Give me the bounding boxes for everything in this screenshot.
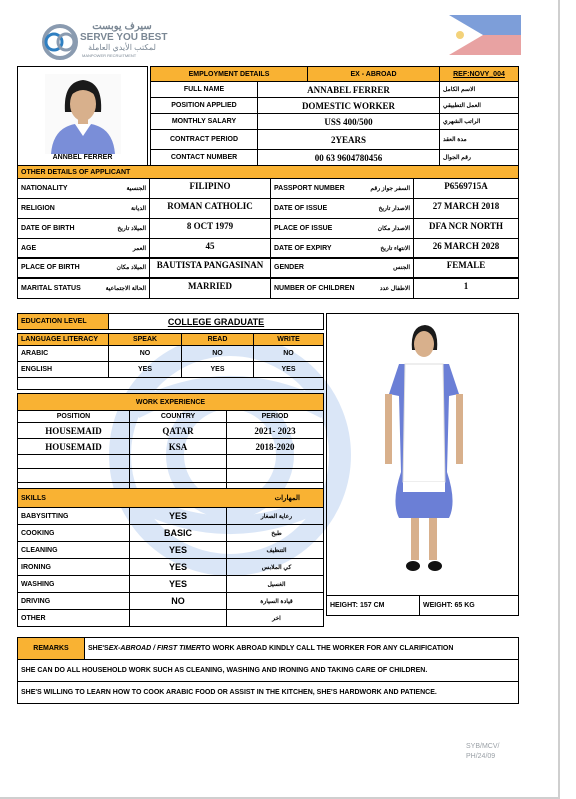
- work-empty-cell: [17, 454, 130, 469]
- applicant-label-right: [270, 178, 414, 199]
- applicant-photo: [45, 74, 121, 154]
- field-label: PASSPORT NUMBER: [274, 185, 345, 192]
- language-speak: YES: [108, 361, 182, 378]
- work-header: POSITION: [17, 410, 130, 423]
- employment-value: ANNABEL FERRER: [257, 81, 440, 98]
- employment-title: EMPLOYMENT DETAILS: [150, 66, 308, 82]
- skills-title-label: SKILLS: [21, 494, 46, 502]
- skill-arabic: رعاية الصغار: [226, 507, 324, 525]
- applicant-label-left: [17, 238, 150, 259]
- applicant-value-left: FILIPINO: [149, 178, 271, 199]
- field-label-arabic: الانتهاء تاريخ: [380, 246, 410, 252]
- work-header: COUNTRY: [129, 410, 227, 423]
- employment-arabic: مدة العقد: [439, 129, 519, 150]
- language-header: READ: [181, 333, 254, 346]
- skill-value: YES: [129, 558, 227, 576]
- work-position: HOUSEMAID: [17, 422, 130, 439]
- skill-label: IRONING: [17, 558, 130, 576]
- employment-type: EX - ABROAD: [307, 66, 440, 82]
- applicant-value-right: P6569715A: [413, 178, 519, 199]
- applicant-value-left: BAUTISTA PANGASINAN: [149, 257, 271, 278]
- field-label: PLACE OF BIRTH: [21, 264, 80, 271]
- field-label: DATE OF ISSUE: [274, 205, 328, 212]
- remarks-line-3: SHE'S WILLING TO LEARN HOW TO COOK ARABIC FOOD OR ASSIST IN THE KITCHEN, SHE'S HARDWORK AND PATIENCE.: [17, 681, 519, 704]
- employment-arabic: رقم الجوال: [439, 149, 519, 166]
- language-read: NO: [181, 345, 254, 362]
- field-label: RELIGION: [21, 205, 55, 212]
- language-header: SPEAK: [108, 333, 182, 346]
- work-empty-cell: [129, 454, 227, 469]
- field-label: AGE: [21, 245, 37, 252]
- field-label-arabic: السفر جواز رقم: [370, 186, 410, 192]
- applicant-value-left: ROMAN CATHOLIC: [149, 198, 271, 219]
- work-country: QATAR: [129, 422, 227, 439]
- remarks-line-2: SHE CAN DO ALL HOUSEHOLD WORK SUCH AS CLEANING, WASHING AND IRONING AND TAKING CARE OF CHILDREN.: [17, 659, 519, 682]
- skills-title: [17, 488, 324, 508]
- full-body-photo-frame: [326, 313, 519, 596]
- language-name: ENGLISH: [17, 361, 109, 378]
- skill-label: COOKING: [17, 524, 130, 542]
- footer-code-2: PH/24/09: [466, 753, 496, 760]
- work-empty-cell: [17, 468, 130, 483]
- applicant-label-left: [17, 257, 150, 278]
- language-empty-row: [17, 377, 324, 390]
- logo-sub: MANPOWER RECRUITMENT: [82, 53, 137, 58]
- applicant-value-right: DFA NCR NORTH: [413, 218, 519, 239]
- field-label: MARITAL STATUS: [21, 285, 81, 292]
- language-speak: NO: [108, 345, 182, 362]
- work-empty-cell: [226, 454, 324, 469]
- skill-label: WASHING: [17, 575, 130, 593]
- education-value: COLLEGE GRADUATE: [108, 313, 324, 330]
- skill-label: BABYSITTING: [17, 507, 130, 525]
- employment-value: 00 63 9604780456: [257, 149, 440, 166]
- applicant-label-right: [270, 218, 414, 239]
- language-read: YES: [181, 361, 254, 378]
- applicant-value-left: 45: [149, 238, 271, 259]
- education-label: EDUCATION LEVEL: [17, 313, 109, 330]
- work-experience-title: WORK EXPERIENCE: [17, 393, 324, 411]
- photo-caption: ANNBEL FERRER: [52, 154, 113, 161]
- skill-arabic: الغسيل: [226, 575, 324, 593]
- employment-label: POSITION APPLIED: [150, 97, 258, 114]
- skill-value: [129, 609, 227, 627]
- work-period: 2018-2020: [226, 438, 324, 455]
- applicant-value-right: FEMALE: [413, 257, 519, 278]
- philippine-flag-icon: [449, 15, 521, 55]
- applicant-label-left: [17, 278, 150, 299]
- language-name: ARABIC: [17, 345, 109, 362]
- language-write: YES: [253, 361, 324, 378]
- logo-title: SERVE YOU BEST: [80, 32, 168, 43]
- employment-arabic: الراتب الشهري: [439, 113, 519, 130]
- skill-value: YES: [129, 575, 227, 593]
- field-label-arabic: الميلاد تاريخ: [117, 226, 146, 232]
- skill-value: YES: [129, 507, 227, 525]
- company-logo-icon: [40, 22, 80, 62]
- applicant-value-right: 1: [413, 278, 519, 299]
- skill-arabic: اخر: [226, 609, 324, 627]
- field-label: NATIONALITY: [21, 185, 68, 192]
- employment-arabic: العمل التطبيقي: [439, 97, 519, 114]
- field-label-arabic: الديانة: [130, 206, 146, 212]
- remarks-line-1b: EX-ABROAD / FIRST TIMER: [108, 645, 201, 652]
- skill-arabic: طبخ: [226, 524, 324, 542]
- work-position: HOUSEMAID: [17, 438, 130, 455]
- applicant-label-left: [17, 218, 150, 239]
- work-period: 2021- 2023: [226, 422, 324, 439]
- skill-value: YES: [129, 541, 227, 559]
- applicant-label-left: [17, 178, 150, 199]
- employment-value: 2YEARS: [257, 129, 440, 150]
- employment-value: USS 400/500: [257, 113, 440, 130]
- skills-title-arabic: المهارات: [274, 495, 300, 502]
- field-label: GENDER: [274, 264, 304, 271]
- remarks-label: REMARKS: [17, 637, 85, 660]
- field-label-arabic: الجنسية: [126, 186, 146, 192]
- employment-value: DOMESTIC WORKER: [257, 97, 440, 114]
- field-label-arabic: الاصدار مكان: [377, 226, 410, 232]
- skill-arabic: قيادة السيارة: [226, 592, 324, 610]
- language-write: NO: [253, 345, 324, 362]
- employment-label: CONTACT NUMBER: [150, 149, 258, 166]
- work-empty-cell: [226, 468, 324, 483]
- applicant-label-right: [270, 278, 414, 299]
- applicant-value-right: 26 MARCH 2028: [413, 238, 519, 259]
- work-header: PERIOD: [226, 410, 324, 423]
- skill-arabic: التنظيف: [226, 541, 324, 559]
- weight-field: WEIGHT: 65 KG: [419, 595, 519, 616]
- applicant-details-title: OTHER DETAILS OF APPLICANT: [17, 165, 519, 179]
- skill-value: BASIC: [129, 524, 227, 542]
- field-label: NUMBER OF CHILDREN: [274, 285, 355, 292]
- field-label-arabic: الاطفال عدد: [379, 286, 410, 292]
- footer-code-1: SYB/MCV/: [466, 743, 500, 750]
- work-country: KSA: [129, 438, 227, 455]
- skill-arabic: كي الملابس: [226, 558, 324, 576]
- employment-label: FULL NAME: [150, 81, 258, 98]
- applicant-value-right: 27 MARCH 2018: [413, 198, 519, 219]
- remarks-line-1c: TO WORK ABROAD KINDLY CALL THE WORKER FOR ANY CLARIFICATION: [200, 645, 454, 652]
- applicant-value-left: MARRIED: [149, 278, 271, 299]
- applicant-value-left: 8 OCT 1979: [149, 218, 271, 239]
- field-label-arabic: الجنس: [393, 265, 410, 271]
- language-header: WRITE: [253, 333, 324, 346]
- skill-label: DRIVING: [17, 592, 130, 610]
- field-label-arabic: الاصدار تاريخ: [378, 206, 410, 212]
- employment-arabic: الاسم الكامل: [439, 81, 519, 98]
- skill-label: OTHER: [17, 609, 130, 627]
- applicant-label-right: [270, 238, 414, 259]
- applicant-photo-frame: [17, 66, 148, 166]
- language-header: LANGUAGE LITERACY: [17, 333, 109, 346]
- logo-arabic: سيرف يوبست: [92, 21, 152, 32]
- reference-number: REF:NOVY_004: [439, 66, 519, 82]
- remarks-line-1: [84, 637, 519, 660]
- full-body-photo: [377, 322, 472, 582]
- field-label-arabic: الميلاد مكان: [116, 265, 146, 271]
- work-empty-cell: [129, 468, 227, 483]
- field-label-arabic: الحالة الاجتماعية: [105, 286, 146, 292]
- field-label-arabic: العمر: [132, 246, 146, 252]
- skill-label: CLEANING: [17, 541, 130, 559]
- field-label: DATE OF EXPIRY: [274, 245, 332, 252]
- applicant-label-left: [17, 198, 150, 219]
- skill-value: NO: [129, 592, 227, 610]
- remarks-line-1a: SHE'S: [88, 645, 109, 652]
- field-label: PLACE OF ISSUE: [274, 225, 333, 232]
- employment-label: CONTRACT PERIOD: [150, 129, 258, 150]
- applicant-label-right: [270, 257, 414, 278]
- applicant-label-right: [270, 198, 414, 219]
- field-label: DATE OF BIRTH: [21, 225, 75, 232]
- height-field: HEIGHT: 157 CM: [326, 595, 420, 616]
- employment-label: MONTHLY SALARY: [150, 113, 258, 130]
- logo-arabic-sub: لمكتب الأيدي العاملة: [88, 43, 156, 52]
